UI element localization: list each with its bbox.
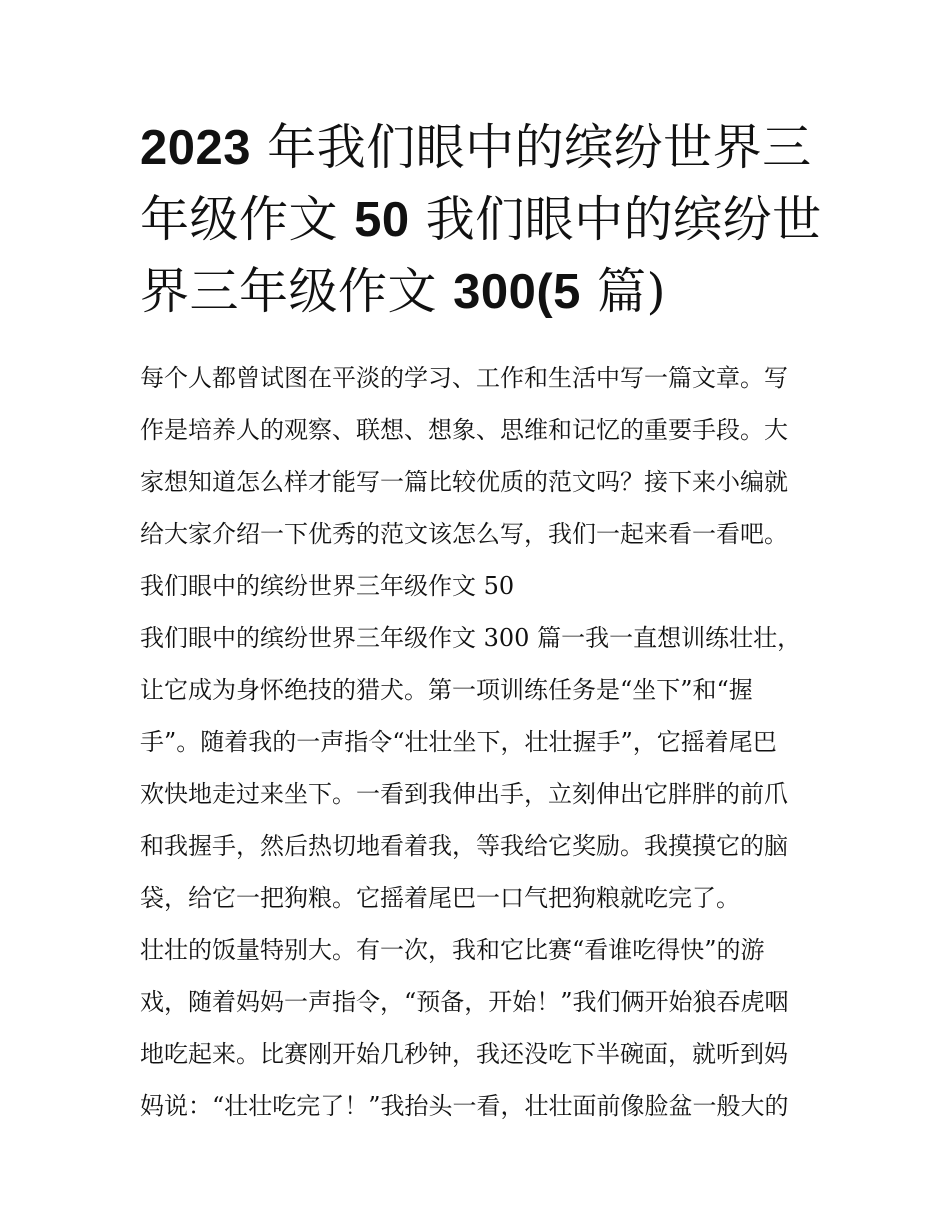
body-line: 戏，随着妈妈一声指令，“预备，开始！”我们俩开始狼吞虎咽 [140, 988, 789, 1016]
title-line-3-text: 篇) [580, 263, 667, 320]
title-line-2-text: 我们眼中的缤纷世 [409, 191, 822, 248]
document-body [140, 352, 812, 1132]
title-line-3-number: 300(5 [453, 265, 581, 319]
body-line: 我们眼中的缤纷世界三年级作文 300 篇一我一直想训练壮壮， [140, 624, 802, 652]
body-line: 欢快地走过来坐下。一看到我伸出手，立刻伸出它胖胖的前爪 [140, 780, 788, 808]
body-line: 地吃起来。比赛刚开始几秒钟，我还没吃下半碗面，就听到妈 [140, 1040, 788, 1068]
title-line-1 [140, 112, 812, 184]
title-line-3 [140, 256, 812, 328]
title-line-2 [140, 184, 822, 256]
body-line: 家想知道怎么样才能写一篇比较优质的范文吗？接下来小编就 [140, 468, 788, 496]
body-line: 妈说：“壮壮吃完了！”我抬头一看，壮壮面前像脸盆一般大的 [140, 1092, 789, 1120]
body-line: 给大家介绍一下优秀的范文该怎么写，我们一起来看一看吧。 [140, 520, 788, 548]
body-line: 手”。随着我的一声指令“壮壮坐下，壮壮握手”，它摇着尾巴 [140, 728, 777, 756]
title-line-3-prefix: 界三年级作文 [140, 263, 454, 320]
title-line-2-prefix: 年级作文 [140, 191, 355, 248]
document-page [140, 112, 822, 1132]
body-line: 作是培养人的观察、联想、想象、思维和记忆的重要手段。大 [140, 416, 788, 444]
body-line: 每个人都曾试图在平淡的学习、工作和生活中写一篇文章。写 [140, 364, 788, 392]
title-line-2-number: 50 [354, 193, 410, 247]
body-line: 让它成为身怀绝技的猎犬。第一项训练任务是“坐下”和“握 [140, 676, 753, 704]
title-line-1-text: 年我们眼中的缤纷世界三 [251, 119, 812, 176]
body-line: 壮壮的饭量特别大。有一次，我和它比赛“看谁吃得快”的游 [140, 936, 765, 964]
document-title [140, 112, 822, 328]
body-line: 袋，给它一把狗粮。它摇着尾巴一口气把狗粮就吃完了。 [140, 884, 740, 912]
body-line: 和我握手，然后热切地看着我，等我给它奖励。我摸摸它的脑 [140, 832, 788, 860]
section-heading: 我们眼中的缤纷世界三年级作文 50 [140, 572, 515, 600]
title-line-1-number: 2023 [140, 121, 252, 175]
